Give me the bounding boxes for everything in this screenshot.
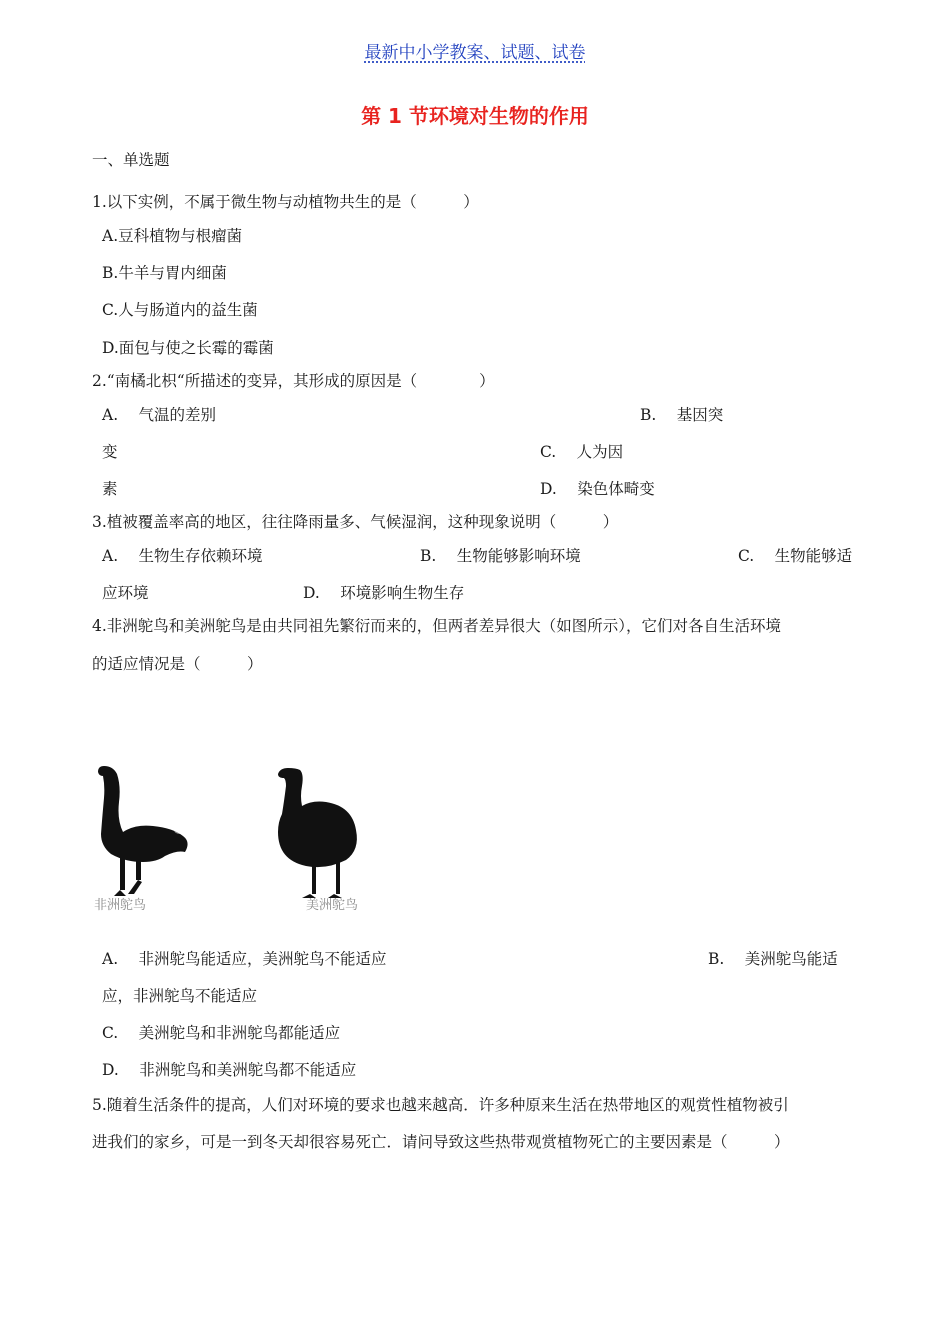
q3-option-c-cont: 应环境 [102, 584, 149, 602]
q4-option-b[interactable]: B. 美洲鸵鸟能适 [708, 950, 838, 968]
q3-stem: 3.植被覆盖率高的地区，往往降雨量多、气候湿润，这种现象说明（ ） [92, 513, 619, 531]
ostrich-figure [90, 760, 390, 920]
q2-option-c-cont: 素 [102, 480, 118, 498]
q5-stem-line1: 5.随着生活条件的提高，人们对环境的要求也越来越高．许多种原来生活在热带地区的观赏性植物被引 [92, 1096, 789, 1114]
q2-option-b-cont: 变 [102, 443, 118, 461]
q4-option-a[interactable]: A. 非洲鸵鸟能适应，美洲鸵鸟不能适应 [102, 950, 387, 968]
header-link[interactable] [0, 38, 950, 63]
q2-option-d[interactable]: D. 染色体畸变 [540, 480, 655, 498]
q1-option-d[interactable]: D.面包与使之长霉的霉菌 [102, 339, 274, 357]
q4-option-b-cont: 应，非洲鸵鸟不能适应 [102, 987, 258, 1005]
q1-option-a[interactable]: A.豆科植物与根瘤菌 [102, 227, 243, 245]
page-title: 第 1 节环境对生物的作用 [361, 104, 589, 128]
q1-stem: 1.以下实例，不属于微生物与动植物共生的是（ ） [92, 193, 479, 211]
section-heading: 一、单选题 [92, 151, 170, 169]
q5-stem-line2: 进我们的家乡，可是一到冬天却很容易死亡．请问导致这些热带观赏植物死亡的主要因素是（ ） [92, 1133, 790, 1151]
q3-option-b[interactable]: B. 生物能够影响环境 [420, 547, 581, 565]
q4-stem-line1: 4.非洲鸵鸟和美洲鸵鸟是由共同祖先繁衍而来的，但两者差异很大（如图所示），它们对各自生活环境 [92, 617, 782, 635]
q2-stem: 2.“南橘北枳“所描述的变异，其形成的原因是（ ） [92, 372, 495, 390]
q3-option-d[interactable]: D. 环境影响生物生存 [303, 584, 465, 602]
q3-option-a[interactable]: A. 生物生存依赖环境 [102, 547, 263, 565]
q1-option-c[interactable]: C.人与肠道内的益生菌 [102, 301, 258, 319]
african-ostrich-silhouette [98, 766, 188, 896]
q4-option-c[interactable]: C. 美洲鸵鸟和非洲鸵鸟都能适应 [102, 1024, 341, 1042]
q2-option-b[interactable]: B. 基因突 [640, 406, 724, 424]
q4-option-d[interactable]: D. 非洲鸵鸟和美洲鸵鸟都不能适应 [102, 1061, 357, 1079]
header-link-text[interactable]: 最新中小学教案、试题、试卷 [364, 43, 586, 63]
american-rhea-silhouette [278, 768, 357, 898]
q2-option-a[interactable]: A. 气温的差别 [102, 406, 217, 424]
q3-option-c[interactable]: C. 生物能够适 [738, 547, 853, 565]
figure-label-american: 美洲鸵鸟 [306, 898, 359, 913]
q2-option-c[interactable]: C. 人为因 [540, 443, 624, 461]
figure-label-african: 非洲鸵鸟 [94, 898, 147, 913]
q1-option-b[interactable]: B.牛羊与胃内细菌 [102, 264, 227, 282]
q4-stem-line2: 的适应情况是（ ） [92, 655, 263, 673]
